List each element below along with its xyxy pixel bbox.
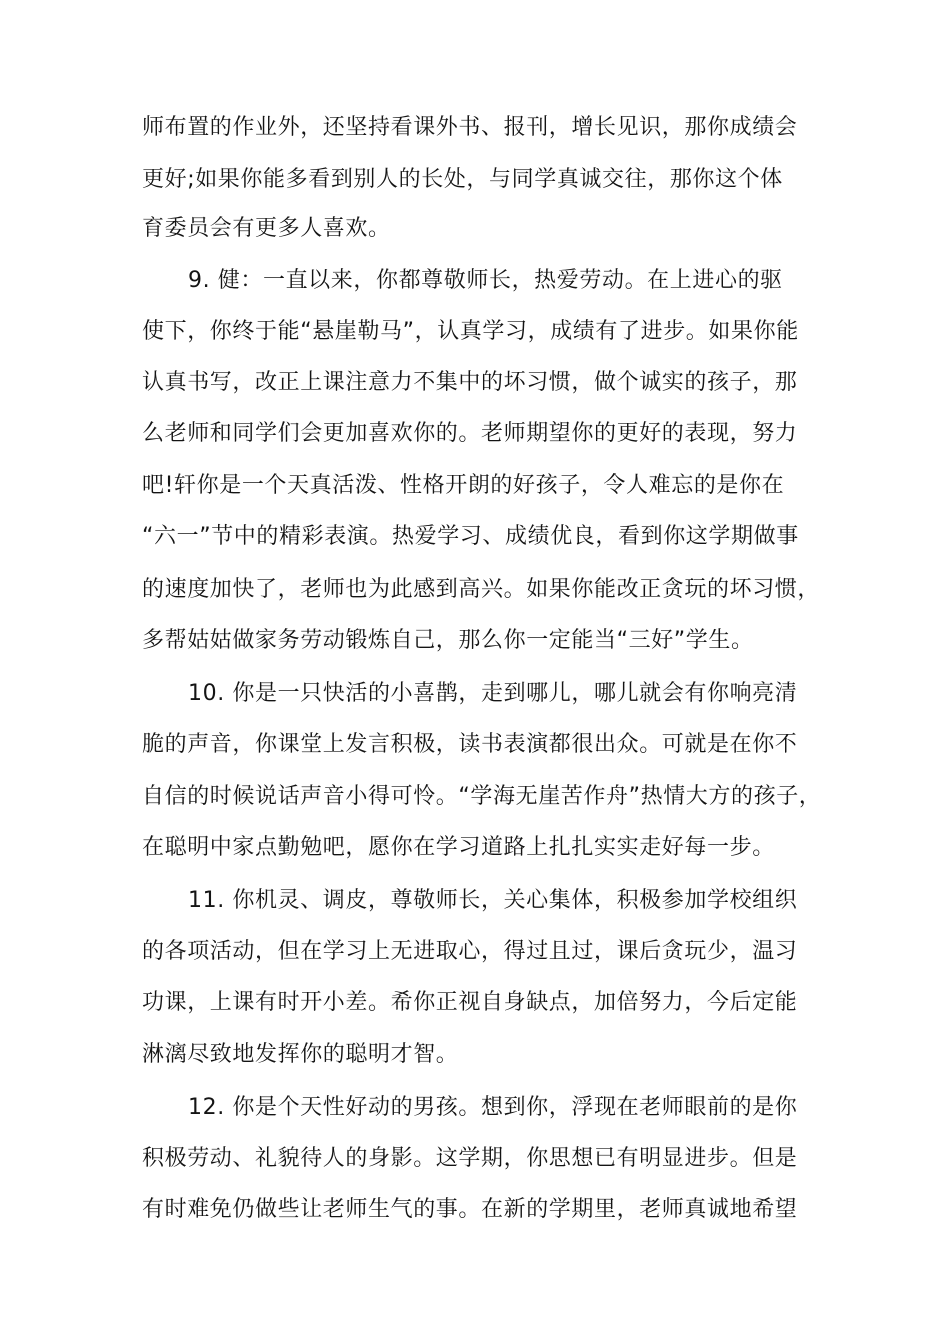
paragraph-11-start: 11. 你机灵、调皮，尊敬师长，关心集体，积极参加学校组织: [188, 888, 798, 913]
text-line: 更好;如果你能多看到别人的长处，与同学真诚交往，那你这个体: [142, 167, 783, 192]
text-line: 有时难免仍做些让老师生气的事。在新的学期里，老师真诚地希望: [142, 1197, 798, 1222]
text-line: 么老师和同学们会更加喜欢你的。老师期望你的更好的表现，努力: [142, 421, 798, 446]
text-line: 自信的时候说话声音小得可怜。“学海无崖苦作舟”热情大方的孩子，: [142, 784, 822, 809]
text-line: 育委员会有更多人喜欢。: [142, 216, 391, 241]
text-line: “六一”节中的精彩表演。热爱学习、成绩优良，看到你这学期做事: [142, 524, 799, 549]
text-line: 吧!轩你是一个天真活泼、性格开朗的好孩子，令人难忘的是你在: [142, 473, 785, 498]
paragraph-10-start: 10. 你是一只快活的小喜鹊，走到哪儿，哪儿就会有你响亮清: [188, 681, 798, 706]
paragraph-12-start: 12. 你是个天性好动的男孩。想到你，浮现在老师眼前的是你: [188, 1095, 798, 1120]
text-line: 积极劳动、礼貌待人的身影。这学期，你思想已有明显进步。但是: [142, 1146, 798, 1171]
text-line: 师布置的作业外，还坚持看课外书、报刊，增长见识，那你成绩会: [142, 115, 798, 140]
text-line: 功课，上课有时开小差。希你正视自身缺点，加倍努力，今后定能: [142, 990, 798, 1015]
text-line: 的各项活动，但在学习上无进取心，得过且过，课后贪玩少，温习: [142, 939, 798, 964]
text-line: 脆的声音，你课堂上发言积极，读书表演都很出众。可就是在你不: [142, 732, 798, 757]
text-line: 的速度加快了，老师也为此感到高兴。如果你能改正贪玩的坏习惯，: [142, 577, 821, 602]
paragraph-9-start: 9. 健：一直以来，你都尊敬师长，热爱劳动。在上进心的驱: [188, 268, 783, 293]
text-line: 在聪明中家点勤勉吧，愿你在学习道路上扎扎实实走好每一步。: [142, 835, 775, 860]
text-line: 使下，你终于能“悬崖勒马”，认真学习，成绩有了进步。如果你能: [142, 319, 799, 344]
text-line: 淋漓尽致地发挥你的聪明才智。: [142, 1042, 459, 1067]
text-line: 多帮姑姑做家务劳动锻炼自己，那么你一定能当“三好”学生。: [142, 628, 754, 653]
text-line: 认真书写，改正上课注意力不集中的坏习惯，做个诚实的孩子，那: [142, 370, 798, 395]
